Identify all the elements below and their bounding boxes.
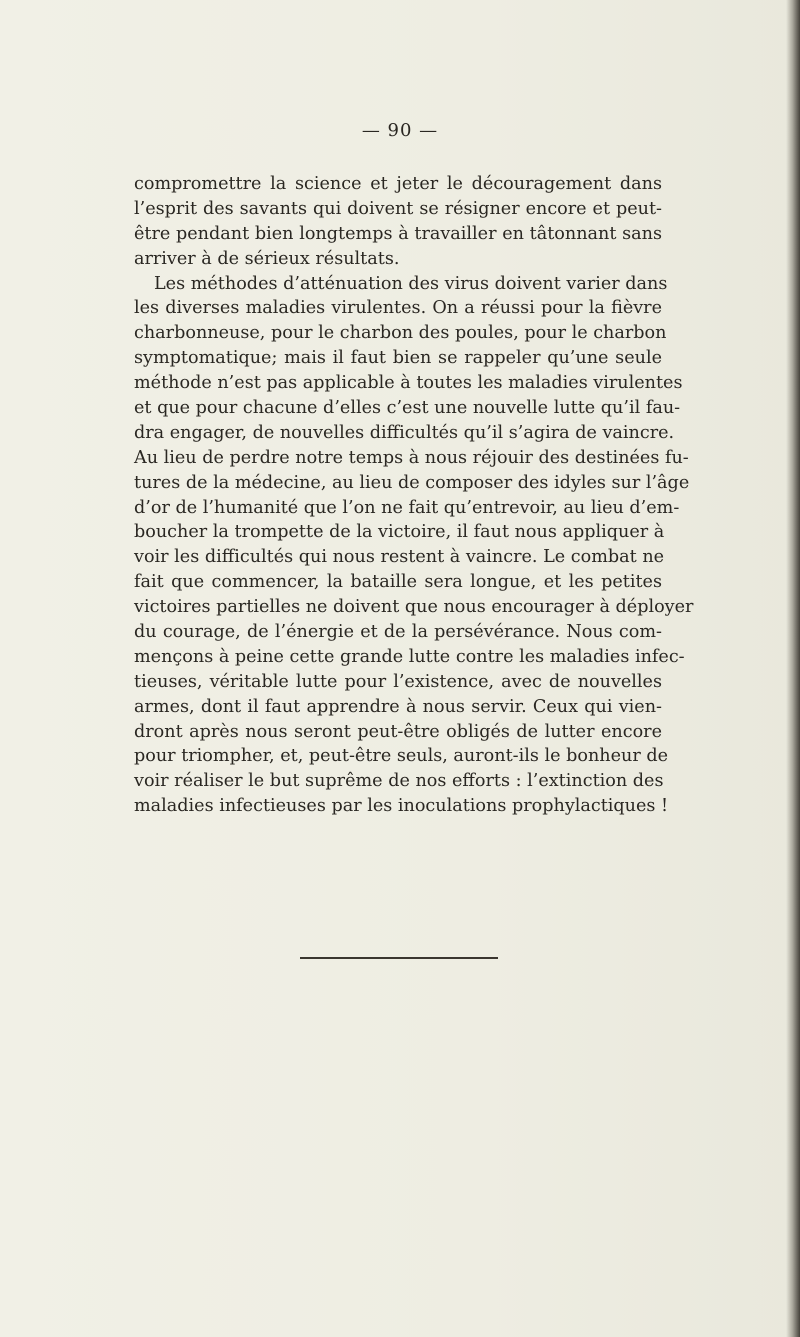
text-line: compromettre la science et jeter le découragement dans bbox=[134, 174, 662, 194]
text-line: et que pour chacune d’elles c’est une nouvelle lutte qu’il fau- bbox=[134, 398, 681, 419]
text-line: être pendant bien longtemps à travailler en tâtonnant sans bbox=[134, 223, 662, 244]
text-line: Les méthodes d’atténuation des virus doivent varier dans bbox=[154, 273, 668, 294]
text-line: voir les difficultés qui nous restent à vaincre. Le combat ne bbox=[134, 547, 665, 568]
page-edge-shadow bbox=[786, 0, 800, 1337]
text-line: maladies infectieuses par les inoculations prophylactiques ! bbox=[134, 796, 669, 817]
text-line: boucher la trompette de la victoire, il faut nous appliquer à bbox=[134, 522, 665, 543]
page-number: — 90 — bbox=[361, 120, 439, 141]
text-line: dra engager, de nouvelles difficultés qu’il s’agira de vaincre. bbox=[134, 422, 675, 443]
text-line: tieuses, véritable lutte pour l’existence, avec de nouvelles bbox=[134, 671, 662, 692]
text-line: d’or de l’humanité que l’on ne fait qu’entrevoir, au lieu d’em- bbox=[134, 497, 680, 518]
paragraph-2 bbox=[134, 272, 694, 820]
text-line: charbonneuse, pour le charbon des poules, pour le charbon bbox=[134, 323, 667, 344]
paragraph-1 bbox=[134, 172, 662, 272]
text-line: symptomatique; mais il faut bien se rappeler qu’une seule bbox=[134, 348, 662, 369]
text-line: victoires partielles ne doivent que nous encourager à déployer bbox=[134, 597, 694, 618]
text-line: fait que commencer, la bataille sera longue, et les petites bbox=[134, 572, 662, 593]
section-divider-rule bbox=[300, 957, 498, 959]
text-line: pour triompher, et, peut-être seuls, auront-ils le bonheur de bbox=[134, 746, 669, 767]
text-line: du courage, de l’énergie et de la persévérance. Nous com- bbox=[134, 622, 662, 643]
text-line: voir réaliser le but suprême de nos efforts : l’extinction des bbox=[134, 771, 664, 792]
text-line: les diverses maladies virulentes. On a réussi pour la fièvre bbox=[134, 298, 662, 319]
body-text bbox=[134, 172, 694, 819]
text-line: armes, dont il faut apprendre à nous servir. Ceux qui vien- bbox=[134, 696, 662, 717]
text-line: mençons à peine cette grande lutte contre les maladies infec- bbox=[134, 646, 685, 667]
text-line: arriver à de sérieux résultats. bbox=[134, 248, 400, 269]
text-line: Au lieu de perdre notre temps à nous réjouir des destinées fu- bbox=[134, 447, 689, 468]
text-line: tures de la médecine, au lieu de composer des idyles sur l’âge bbox=[134, 472, 690, 493]
text-line: l’esprit des savants qui doivent se résigner encore et peut- bbox=[134, 198, 662, 219]
text-line: méthode n’est pas applicable à toutes les maladies virulentes bbox=[134, 373, 683, 394]
text-line: dront après nous seront peut-être obligés de lutter encore bbox=[134, 721, 662, 742]
